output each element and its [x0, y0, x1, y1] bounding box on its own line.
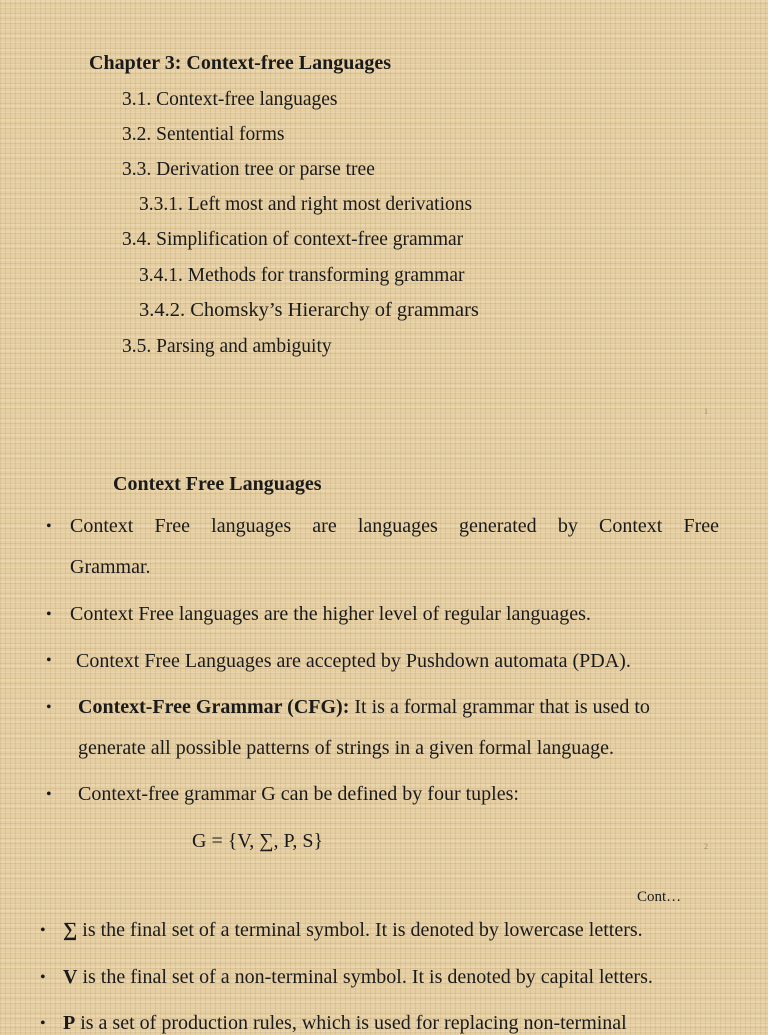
bullet-5-text: Context-free grammar G can be defined by four tuples: [78, 783, 519, 805]
bullet-6-dot: • [40, 922, 46, 939]
bullet-1-line-2: Grammar. [70, 556, 151, 578]
page-number-1: 1 [704, 407, 708, 416]
bullet-5-dot: • [46, 786, 52, 803]
toc-item-3-5: 3.5. Parsing and ambiguity [122, 336, 332, 357]
page-number-2: 2 [704, 842, 708, 851]
bullet-7-text [63, 966, 653, 989]
production-symbol: P [63, 1012, 76, 1034]
bullet-7-dot: • [40, 969, 46, 986]
chapter-title: Chapter 3: Context-free Languages [89, 52, 392, 74]
bullet-3-text: Context Free Languages are accepted by Pushdown automata (PDA). [76, 650, 631, 672]
cfg-definition: It is a formal grammar that is used to [349, 696, 650, 718]
cfg-term: Context-Free Grammar (CFG): [78, 696, 350, 718]
bullet-2-text: Context Free languages are the higher level of regular languages. [70, 603, 591, 625]
nonterminal-symbol: V [63, 966, 78, 988]
bullet-4-dot: • [46, 699, 52, 716]
toc-item-3-4-2: 3.4.2. Chomsky’s Hierarchy of grammars [139, 299, 479, 321]
toc-item-3-3: 3.3. Derivation tree or parse tree [122, 159, 375, 180]
nonterminal-desc: is the final set of a non-terminal symbol. It is denoted by capital letters. [77, 966, 653, 988]
section-title: Context Free Languages [113, 473, 322, 495]
toc-item-3-4: 3.4. Simplification of context-free grammar [122, 229, 464, 250]
bullet-1-dot: • [46, 518, 52, 535]
toc-item-3-4-1: 3.4.1. Methods for transforming grammar [139, 265, 465, 286]
terminal-symbol: ∑ [63, 919, 78, 941]
bullet-4-line-1 [78, 696, 650, 719]
grammar-formula: G = {V, ∑, P, S} [192, 830, 324, 852]
production-desc: is a set of production rules, which is used for replacing non-terminal [75, 1012, 627, 1034]
continued-label: Cont… [637, 889, 682, 905]
bullet-1-line-1: Context Free languages are languages generated by Context Free [70, 515, 719, 537]
toc-item-3-2: 3.2. Sentential forms [122, 124, 285, 145]
bullet-3-dot: • [46, 652, 52, 669]
bullet-8-dot: • [40, 1015, 46, 1032]
toc-item-3-3-1: 3.3.1. Left most and right most derivations [139, 194, 473, 215]
bullet-6-text [63, 919, 643, 942]
bullet-2-dot: • [46, 606, 52, 623]
toc-item-3-1: 3.1. Context-free languages [122, 89, 338, 110]
bullet-4-line-2: generate all possible patterns of strings in a given formal language. [78, 737, 614, 759]
terminal-desc: is the final set of a terminal symbol. It is denoted by lowercase letters. [77, 919, 643, 941]
